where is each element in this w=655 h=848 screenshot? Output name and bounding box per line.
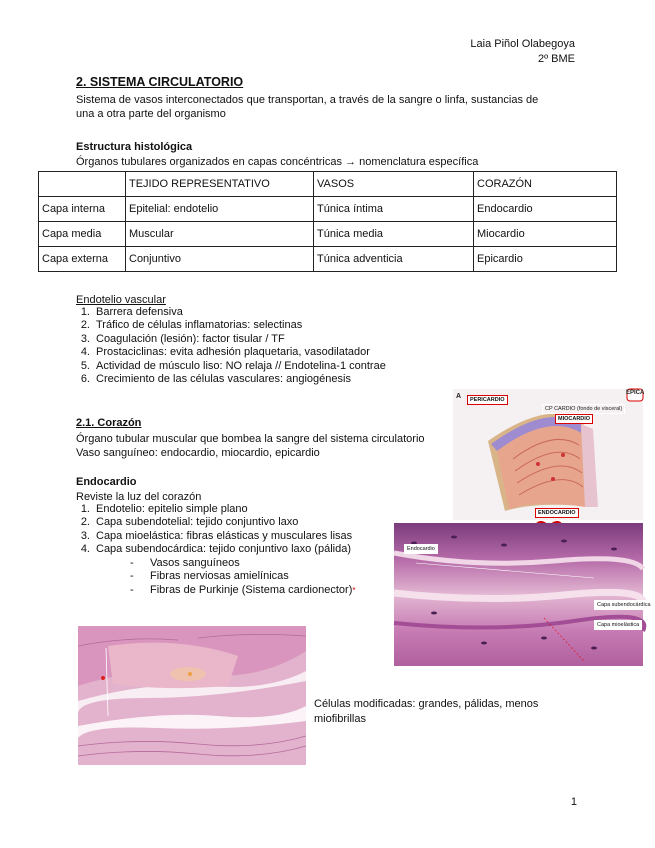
list-item: 2. Tráfico de células inflamatorias: selectinas (80, 319, 303, 332)
table-cell: Epicardio (474, 247, 617, 272)
endotelio-list (72, 306, 386, 386)
list-item: 3. Coagulación (lesión): factor tisular / TF (80, 332, 285, 345)
list-item: 6. Crecimiento de las células vasculares: angiogénesis (80, 373, 351, 386)
table-cell: Capa interna (39, 197, 126, 222)
course-label: 2º BME (537, 53, 575, 65)
histo-label-endocardio: Endocardio (404, 544, 438, 554)
table-header-cell (39, 172, 126, 197)
page-number: 1 (570, 796, 577, 808)
corazon-line-2: Vaso sanguíneo: endocardio, miocardio, epicardio (76, 447, 320, 459)
histology-table (38, 171, 617, 272)
list-item: 5. Actividad de músculo liso: NO relaja // Endotelina-1 contrae (80, 359, 386, 372)
table-row (39, 197, 617, 222)
table-header-cell: CORAZÓN (474, 172, 617, 197)
caption-line-1: Células modificadas: grandes, pálidas, menos (314, 698, 539, 710)
table-cell: Túnica adventicia (314, 247, 474, 272)
purkinje-histology-figure (78, 626, 306, 765)
intro-line-1: Sistema de vasos interconectados que transportan, a través de la sangre o linfa, sustancias de (76, 94, 539, 106)
miocardio-label: MIOCARDIO (555, 414, 593, 424)
table-cell: Capa media (39, 222, 126, 247)
list-item: - Vasos sanguíneos (130, 557, 240, 569)
list-item: - Fibras nerviosas amielínicas (130, 570, 289, 583)
list-item: 2. Capa subendotelial: tejido conjuntivo laxo (80, 516, 299, 529)
list-item: 1. Barrera defensiva (80, 306, 183, 318)
endocardio-list (72, 503, 352, 557)
table-cell: Túnica íntima (314, 197, 474, 222)
endocardio-label: ENDOCARDIO (535, 508, 579, 518)
cp-cardio-label: CP CARDIO (fondo de visceral) (542, 404, 625, 414)
table-row (39, 222, 617, 247)
table-header-cell: VASOS (314, 172, 474, 197)
intro-line-2: una a otra parte del organismo (76, 108, 226, 120)
list-item: 4. Capa subendocárdica: tejido conjuntivo laxo (pálida) (80, 543, 351, 556)
heart-wall-figure (453, 389, 643, 520)
section-title: 2. SISTEMA CIRCULATORIO (76, 75, 244, 89)
table-header-row (39, 172, 617, 197)
panel-letter: A (456, 393, 462, 400)
table-cell: Epitelial: endotelio (126, 197, 314, 222)
table-cell: Miocardio (474, 222, 617, 247)
histo-label-mioelastica: Capa mioelástica (594, 620, 642, 630)
table-row (39, 247, 617, 272)
list-item: 1. Endotelio: epitelio simple plano (80, 503, 248, 515)
table-cell: Conjuntivo (126, 247, 314, 272)
endocardio-sublist (130, 557, 355, 597)
endotelio-heading: Endotelio vascular (76, 294, 166, 306)
caption-line-2: miofibrillas (314, 713, 366, 725)
list-item: 3. Capa mioelástica: fibras elásticas y musculares lisas (80, 529, 353, 542)
pericardio-label: PERICARDIO (467, 395, 508, 405)
estructura-subtitle: Órganos tubulares organizados en capas concéntricas → nomenclatura específica (76, 156, 479, 168)
endocardio-heading: Endocardio (76, 476, 137, 488)
list-item: - Fibras de Purkinje (Sistema cardionector)* (130, 583, 356, 596)
histo-label-subendocardica: Capa subendocárdica (594, 600, 654, 610)
endocardium-histology-figure (394, 523, 651, 666)
table-cell: Endocardio (474, 197, 617, 222)
epicardio-corner-label: EPICA (626, 390, 645, 396)
corazon-line-1: Órgano tubular muscular que bombea la sangre del sistema circulatorio (76, 433, 425, 445)
estructura-heading: Estructura histológica (76, 141, 193, 153)
table-cell: Túnica media (314, 222, 474, 247)
table-header-cell: TEJIDO REPRESENTATIVO (126, 172, 314, 197)
endocardio-line-1: Reviste la luz del corazón (76, 491, 202, 503)
table-cell: Muscular (126, 222, 314, 247)
list-item: 4. Prostaciclinas: evita adhesión plaquetaria, vasodilatador (80, 346, 370, 359)
table-cell: Capa externa (39, 247, 126, 272)
corazon-heading: 2.1. Corazón (76, 417, 142, 429)
author-name: Laia Piñol Olabegoya (470, 38, 575, 50)
purkinje-micrograph (78, 626, 306, 765)
